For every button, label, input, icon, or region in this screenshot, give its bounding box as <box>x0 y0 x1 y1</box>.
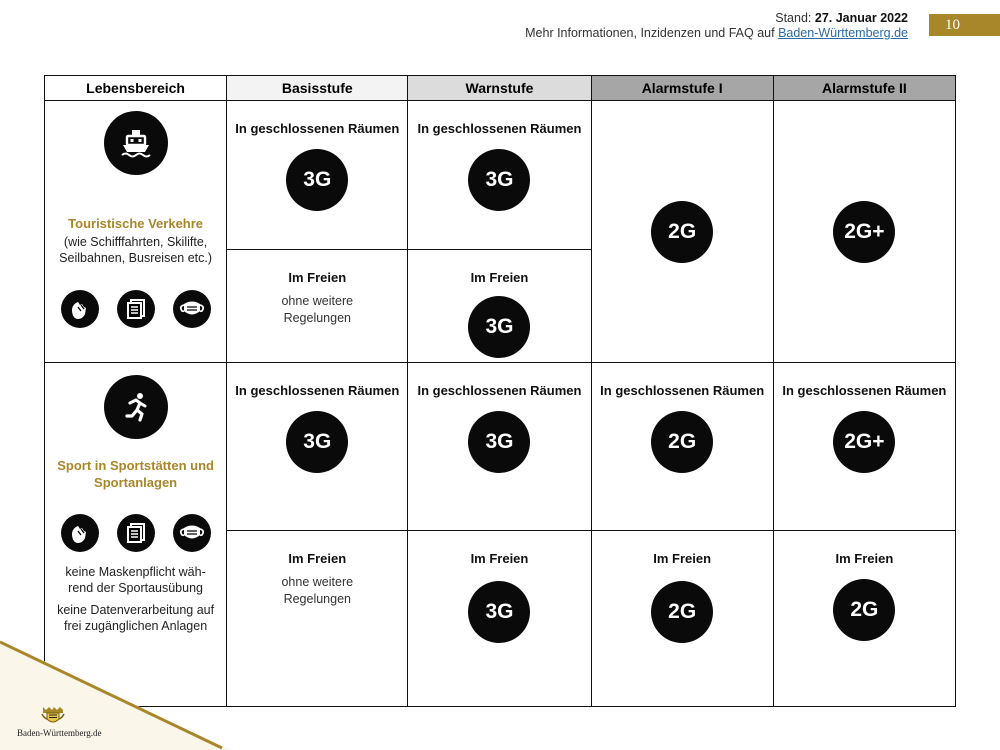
document-tracking-icon <box>117 290 155 328</box>
rule-badge: 3G <box>468 581 530 643</box>
outdoor-label: Im Freien <box>653 551 712 566</box>
sport-basis-outdoor-cell <box>227 531 408 707</box>
state-crest-icon <box>40 704 66 731</box>
rule-badge: 3G <box>468 296 530 358</box>
face-mask-icon <box>173 290 211 328</box>
footer-logo-text: Baden-Württemberg.de <box>17 728 102 738</box>
col-header-lebensbereich: Lebensbereich <box>45 76 227 101</box>
indoor-label: In geschlossenen Räumen <box>235 121 400 136</box>
rule-badge: 2G <box>651 411 713 473</box>
rule-badge: 2G <box>651 201 713 263</box>
tourism-warn-outdoor-cell <box>408 250 591 363</box>
sport-alarm2-indoor-cell <box>773 363 955 531</box>
tourism-warn-indoor-cell <box>408 101 591 250</box>
stand-label: Stand: <box>775 11 815 25</box>
rules-icon-row <box>45 290 226 328</box>
indoor-label: In geschlossenen Räumen <box>417 121 582 136</box>
document-tracking-icon <box>117 514 155 552</box>
col-header-alarmstufe-1: Alarmstufe I <box>591 76 773 101</box>
indoor-label: In geschlossenen Räumen <box>417 383 582 398</box>
tourism-desc: (wie Schifffahrten, Skilifte, Seilbahnen, Busreisen etc.) <box>59 235 213 265</box>
col-header-alarmstufe-2: Alarmstufe II <box>773 76 955 101</box>
rule-badge: 3G <box>286 411 348 473</box>
no-further-rules-text: ohne weitere Regelungen <box>281 575 354 606</box>
ship-icon <box>104 111 168 175</box>
outdoor-label: Im Freien <box>288 551 347 566</box>
sport-title: Sport in Sportstätten und Sportanlagen <box>57 458 214 490</box>
tourism-alarm1-cell <box>591 101 773 363</box>
sport-alarm1-outdoor-cell <box>591 531 773 707</box>
sport-warn-indoor-cell <box>408 363 591 531</box>
sport-alarm2-outdoor-cell <box>773 531 955 707</box>
outdoor-label: Im Freien <box>470 270 529 285</box>
rule-badge: 3G <box>468 149 530 211</box>
rule-badge: 3G <box>468 411 530 473</box>
sport-basis-indoor-cell <box>227 363 408 531</box>
outdoor-label: Im Freien <box>288 270 347 285</box>
runner-icon <box>104 375 168 439</box>
indoor-label: In geschlossenen Räumen <box>235 383 400 398</box>
tourism-title: Touristische Verkehre <box>68 216 204 231</box>
hygiene-hands-icon <box>61 514 99 552</box>
tourism-basis-indoor-cell <box>227 101 408 250</box>
sport-warn-outdoor-cell <box>408 531 591 707</box>
table-row <box>45 363 956 531</box>
table-header-row <box>45 76 956 101</box>
rules-icon-row <box>45 514 226 552</box>
info-link[interactable]: Baden-Württemberg.de <box>778 26 908 40</box>
rule-badge: 2G+ <box>833 411 895 473</box>
rules-table <box>44 75 956 707</box>
rule-badge: 2G <box>833 579 895 641</box>
col-header-warnstufe: Warnstufe <box>408 76 591 101</box>
tourism-alarm2-cell <box>773 101 955 363</box>
indoor-label: In geschlossenen Räumen <box>600 383 765 398</box>
sport-alarm1-indoor-cell <box>591 363 773 531</box>
outdoor-label: Im Freien <box>470 551 529 566</box>
tourism-area-cell <box>45 101 227 363</box>
col-header-basisstufe: Basisstufe <box>227 76 408 101</box>
outdoor-label: Im Freien <box>835 551 894 566</box>
tourism-basis-outdoor-cell <box>227 250 408 363</box>
rule-badge: 2G+ <box>833 201 895 263</box>
sport-note-data: keine Datenverarbeitung auf frei zugänglichen Anlagen <box>57 603 215 633</box>
rule-badge: 2G <box>651 581 713 643</box>
info-line <box>525 26 908 41</box>
indoor-label: In geschlossenen Räumen <box>782 383 947 398</box>
page-number: 10 <box>929 14 1000 36</box>
hygiene-hands-icon <box>61 290 99 328</box>
stand-line <box>525 11 908 26</box>
rule-badge: 3G <box>286 149 348 211</box>
page-header <box>525 11 908 41</box>
info-text: Mehr Informationen, Inzidenzen und FAQ auf <box>525 26 779 40</box>
no-further-rules-text: ohne weitere Regelungen <box>281 294 354 325</box>
face-mask-icon <box>173 514 211 552</box>
stand-date: 27. Januar 2022 <box>814 11 908 25</box>
table-row <box>45 101 956 250</box>
sport-note-mask: keine Maskenpflicht wäh-rend der Sportausübung <box>65 565 206 595</box>
